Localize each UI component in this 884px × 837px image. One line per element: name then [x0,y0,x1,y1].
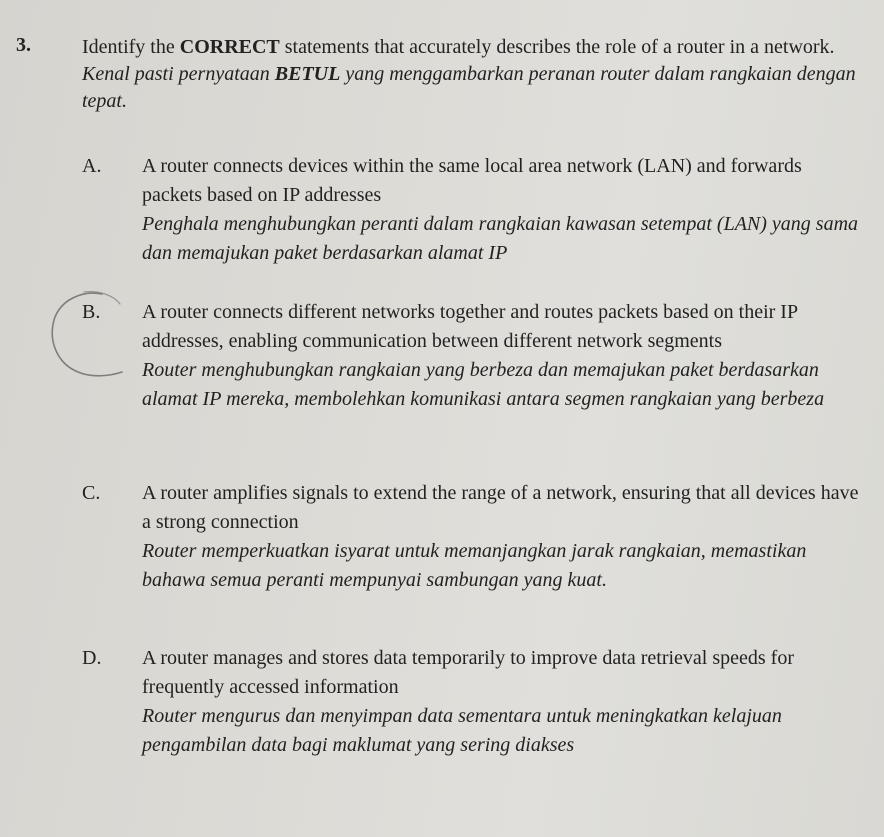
question-text-english: Identify the CORRECT statements that accurately describes the role of a router in a network. [82,36,835,58]
option-d[interactable] [82,644,862,760]
question-text-malay: Kenal pasti pernyataan BETUL yang menggambarkan peranan router dalam rangkaian dengan tepat. [82,63,856,112]
question-stem [82,34,862,115]
option-text-malay: Penghala menghubungkan peranti dalam rangkaian kawasan setempat (LAN) yang sama dan memajukan paket berdasarkan alamat IP [142,213,859,264]
option-text-malay: Router mengurus dan menyimpan data sementara untuk meningkatkan kelajuan pengambilan data bagi maklumat yang sering diakses [142,705,782,756]
option-text-english: A router connects devices within the same local area network (LAN) and forwards packets based on IP addresses [142,155,802,206]
option-text-english: A router connects different networks together and routes packets based on their IP addresses, enabling communication between different network segments [142,301,798,352]
option-text-english: A router manages and stores data temporarily to improve data retrieval speeds for frequently accessed information [142,647,794,698]
option-letter: D. [82,647,102,669]
option-body [142,644,862,760]
option-body [142,479,862,595]
option-letter: B. [82,301,101,323]
question-number: 3. [16,34,31,56]
option-b[interactable] [82,298,862,414]
option-body [142,152,862,268]
option-body [142,298,862,414]
option-letter: A. [82,155,102,177]
option-text-malay: Router memperkuatkan isyarat untuk memanjangkan jarak rangkaian, memastikan bahawa semua peranti mempunyai sambungan yang kuat. [142,540,807,591]
option-text-english: A router amplifies signals to extend the range of a network, ensuring that all devices have a strong connection [142,482,859,533]
option-text-malay: Router menghubungkan rangkaian yang berbeza dan memajukan paket berdasarkan alamat IP mereka, membolehkan komunikasi antara segmen rangkaian yang berbeza [142,359,825,410]
option-a[interactable] [82,152,862,268]
option-c[interactable] [82,479,862,595]
option-letter: C. [82,482,101,504]
